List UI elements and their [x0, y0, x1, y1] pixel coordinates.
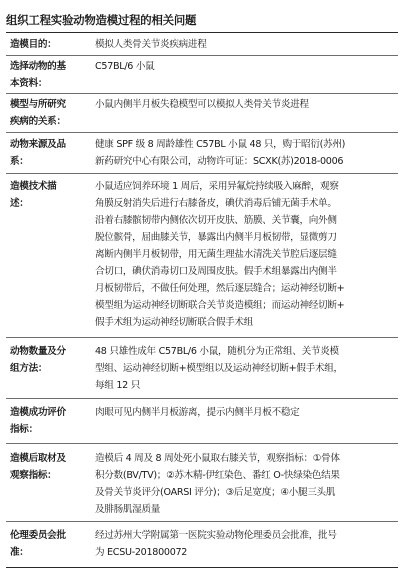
row-label-ethics: 伦理委员会批 准： [10, 530, 66, 558]
row-divider [6, 521, 398, 522]
row-value-animal-info: C57BL/6 小鼠 [95, 61, 155, 72]
row-label-success-criteria: 造模成功评价 指标： [10, 407, 66, 435]
row-divider [6, 55, 398, 56]
row-label-sampling: 造模后取材及 观察指标： [10, 453, 66, 481]
row-value-grouping: 48 只雄性成年 C57BL/6 小鼠，随机分为正常组、关节炎模 型组、运动神经切断+模型组以及运动神经切断+假手术组， 每组 12 只 [95, 346, 343, 391]
table-title: 组织工程实验动物造模过程的相关问题 [6, 13, 197, 27]
row-value-success-criteria: 肉眼可见内侧半月板游离，提示内侧半月板不稳定 [95, 407, 300, 418]
row-label-animal-source: 动物来源及品 系： [10, 139, 66, 167]
bottom-rule [6, 567, 398, 568]
row-value-sampling: 造模后 4 周及 8 周处死小鼠取右膝关节，观察指标：①骨体 积分数(BV/TV)；②苏木精-伊红染色、番红 O-快绿染色结果 及骨关节炎评分(OARSI 评分)；③后足宽度；④小腿三头肌 及腓肠肌湿质量 [95, 453, 340, 515]
row-divider [6, 173, 398, 174]
row-value-animal-source: 健康 SPF 级 8 周龄雄性 C57BL 小鼠 48 只，购于昭衍(苏州) 新药研究中心有限公司，动物许可证：SCXK(苏)2018-0006 [95, 139, 346, 167]
row-divider [6, 398, 398, 399]
row-divider [6, 443, 398, 444]
row-label-animal-info: 选择动物的基 本资料： [10, 61, 66, 89]
row-value-ethics: 经过苏州大学附属第一医院实验动物伦理委员会批准，批号 为 ECSU-201800072 [95, 530, 337, 558]
row-value-technique: 小鼠适应饲养环境 1 周后，采用异氟烷持续吸入麻醉，观察 角膜反射消失后进行右膝备皮，碘伏消毒后铺无菌手术单。 沿着右膝髌韧带内侧依次切开皮肤、筋膜、关节囊，向外侧 脱位髌骨，屈曲膝关节，暴露出内侧半月板韧带，显微剪刀 离断内侧半月板韧带，用无菌生理盐水清洗关节腔后逐层缝 合切口，碘伏消毒切口及周围皮肤。假手术组暴露出内侧半 月板韧带后，不做任何处理，然后逐层缝合；运动神经切断+ 模型组为运动神经切断联合关节炎造模组；而运动神经切断+ 假手术组为运动神经切断联合假手术组 [95, 181, 345, 328]
top-rule [6, 32, 398, 33]
row-divider [6, 337, 398, 338]
row-value-model-relation: 小鼠内侧半月板失稳模型可以模拟人类骨关节炎进程 [95, 99, 309, 110]
row-label-purpose: 造模目的： [10, 39, 57, 50]
row-label-technique: 造模技术描 述： [10, 181, 57, 209]
row-label-model-relation: 模型与所研究 疾病的关系： [10, 99, 66, 127]
row-divider [6, 132, 398, 133]
row-divider [6, 93, 398, 94]
row-value-purpose: 模拟人类骨关节炎疾病进程 [95, 39, 207, 50]
row-label-grouping: 动物数量及分 组方法： [10, 346, 66, 374]
